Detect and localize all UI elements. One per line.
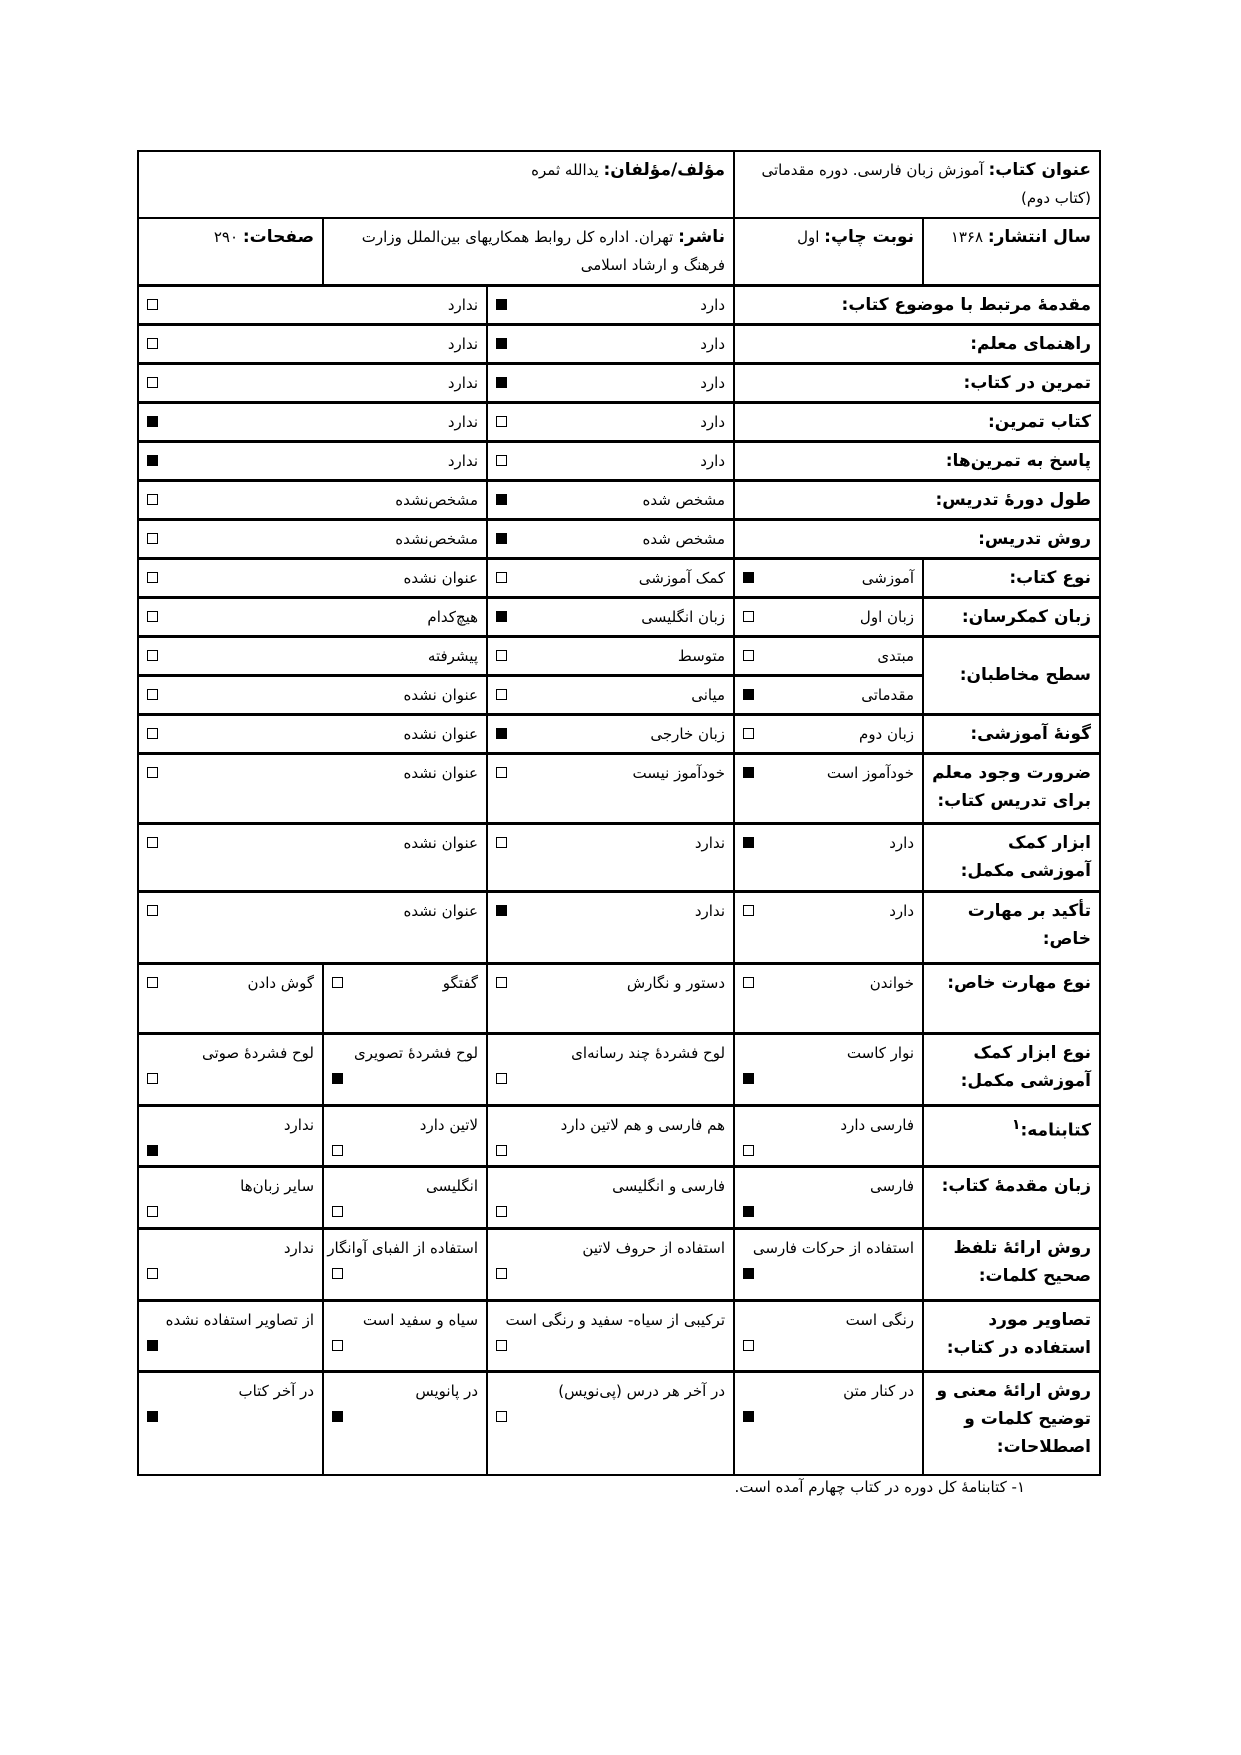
option (496, 564, 725, 592)
checkbox-checked[interactable] (147, 1340, 158, 1351)
row-label (923, 1300, 1100, 1371)
option-label: مشخص شده (642, 490, 726, 509)
option (496, 720, 725, 748)
form-row (138, 441, 1100, 480)
checkbox-unchecked[interactable] (496, 416, 507, 427)
form-row (138, 891, 1100, 963)
option-label: زبان انگلیسی (641, 607, 726, 626)
option-label: ندارد (447, 373, 479, 392)
option (147, 759, 478, 787)
checkbox-unchecked[interactable] (147, 1268, 158, 1279)
option-label: خودآموز است (826, 763, 915, 782)
option (147, 447, 478, 475)
option-label: استفاده از الفبای آوانگار (327, 1238, 479, 1257)
option (147, 525, 478, 553)
checkbox-unchecked[interactable] (147, 905, 158, 916)
form-row (138, 519, 1100, 558)
checkbox-unchecked[interactable] (496, 1073, 507, 1084)
checkbox-unchecked[interactable] (743, 611, 754, 622)
checkbox-checked[interactable] (147, 455, 158, 466)
option-label: ندارد (447, 412, 479, 431)
pages-cell (138, 218, 323, 285)
checkbox-checked[interactable] (743, 572, 754, 583)
option-label: خواندن (869, 973, 915, 992)
option-label: مشخص شده (642, 529, 726, 548)
option-label: مبتدی (877, 646, 915, 665)
publisher-label: ناشر: (678, 227, 726, 247)
option-label: لوح فشردهٔ تصویری (353, 1043, 479, 1062)
option (147, 897, 478, 925)
checkbox-checked[interactable] (332, 1411, 343, 1422)
row-label-text: نوع مهارت خاص: (947, 972, 1092, 993)
checkbox-checked[interactable] (743, 1268, 754, 1279)
row-label: تمرین در کتاب: (734, 363, 1100, 402)
form-row (138, 597, 1100, 636)
publisher-value: تهران. اداره کل روابط همکاریهای بین‌الملل وزارت فرهنگ و ارشاد اسلامی (361, 228, 726, 274)
option-label: گفتگو (442, 973, 479, 992)
pages-label: صفحات: (242, 227, 315, 247)
option-label: ندارد (447, 295, 479, 314)
row-label (923, 1166, 1100, 1228)
checkbox-unchecked[interactable] (743, 905, 754, 916)
checkbox-checked[interactable] (496, 611, 507, 622)
option-label: زبان دوم (859, 724, 915, 743)
checkbox-unchecked[interactable] (496, 767, 507, 778)
edition-value: اول (797, 228, 820, 246)
option-label: عنوان نشده (403, 833, 479, 852)
option (496, 330, 725, 358)
option-label: فارسی دارد (840, 1115, 915, 1134)
checkbox-checked[interactable] (496, 299, 507, 310)
option-label: زبان خارجی (650, 724, 726, 743)
option-label: استفاده از حروف لاتین (582, 1238, 726, 1257)
option (147, 829, 478, 857)
row-label: سطح مخاطبان: (923, 636, 1100, 714)
checkbox-unchecked[interactable] (496, 572, 507, 583)
row-label-text: روش ارائهٔ تلفظ صحیح کلمات: (953, 1237, 1092, 1286)
option-label: فارسی و انگلیسی (612, 1176, 726, 1195)
checkbox-checked[interactable] (743, 1206, 754, 1217)
option-label: از تصاویر استفاده نشده (165, 1310, 315, 1329)
checkbox-unchecked[interactable] (743, 650, 754, 661)
checkbox-checked[interactable] (332, 1073, 343, 1084)
option-label: ندارد (447, 334, 479, 353)
checkbox-unchecked[interactable] (147, 299, 158, 310)
option-label: دارد (889, 833, 915, 852)
option (147, 603, 478, 631)
checkbox-unchecked[interactable] (147, 572, 158, 583)
option-label: عنوان نشده (403, 568, 479, 587)
checkbox-checked[interactable] (496, 533, 507, 544)
checkbox-unchecked[interactable] (332, 1268, 343, 1279)
form-row (138, 963, 1100, 1033)
option-label: لاتین دارد (419, 1115, 479, 1134)
row-label: مقدمهٔ مرتبط با موضوع کتاب: (734, 285, 1100, 324)
checkbox-checked[interactable] (147, 416, 158, 427)
option-label: مقدماتی (861, 685, 915, 704)
option-label: ترکیبی از سیاه- سفید و رنگی است (505, 1310, 726, 1329)
checkbox-unchecked[interactable] (743, 977, 754, 988)
checkbox-unchecked[interactable] (147, 1206, 158, 1217)
option-label: لوح فشردهٔ صوتی (201, 1043, 315, 1062)
option (496, 829, 725, 857)
option (496, 291, 725, 319)
option-label: نوار کاست (846, 1043, 915, 1062)
option-label: میانی (691, 685, 726, 704)
option-label: لوح فشردهٔ چند رسانه‌ای (571, 1043, 726, 1062)
form-row (138, 285, 1100, 324)
option-label: زبان اول (859, 607, 915, 626)
checkbox-unchecked[interactable] (496, 689, 507, 700)
checkbox-unchecked[interactable] (147, 377, 158, 388)
row-label (923, 1105, 1100, 1166)
row-label (923, 1033, 1100, 1105)
option-label: متوسط (677, 646, 726, 665)
option-label: دارد (700, 295, 726, 314)
row-label: ابزار کمک آموزشی مکمل: (923, 823, 1100, 891)
book-evaluation-form (137, 150, 1099, 1476)
option-label: آموزشی (861, 568, 915, 587)
option-label: دارد (700, 451, 726, 470)
checkbox-unchecked[interactable] (743, 1145, 754, 1156)
checkbox-checked[interactable] (147, 1411, 158, 1422)
checkbox-unchecked[interactable] (496, 650, 507, 661)
checkbox-unchecked[interactable] (496, 455, 507, 466)
checkbox-checked[interactable] (743, 767, 754, 778)
checkbox-unchecked[interactable] (743, 1340, 754, 1351)
checkbox-unchecked[interactable] (496, 1411, 507, 1422)
option (496, 447, 725, 475)
checkbox-unchecked[interactable] (147, 1073, 158, 1084)
option-label: عنوان نشده (403, 763, 479, 782)
option (743, 897, 914, 925)
option (496, 969, 725, 997)
year-label: سال انتشار: (987, 227, 1092, 247)
option-label: مشخص‌نشده (395, 490, 479, 509)
row-label-text: زبان مقدمهٔ کتاب: (941, 1175, 1092, 1196)
row-label: کتاب تمرین: (734, 402, 1100, 441)
checkbox-checked[interactable] (147, 1145, 158, 1156)
form-row (138, 753, 1100, 823)
option (743, 829, 914, 857)
checkbox-unchecked[interactable] (496, 1145, 507, 1156)
option (743, 603, 914, 631)
title-label: عنوان کتاب: (988, 160, 1092, 180)
year-value: ۱۳۶۸ (950, 228, 984, 246)
option (147, 486, 478, 514)
checkbox-unchecked[interactable] (332, 1145, 343, 1156)
option-label: در آخر هر درس (پی‌نویس) (558, 1381, 726, 1400)
checkbox-checked[interactable] (496, 377, 507, 388)
option (147, 564, 478, 592)
option-label: سیاه و سفید است (362, 1310, 479, 1329)
pages-value: ۲۹۰ (213, 228, 239, 246)
option-label: در آخر کتاب (238, 1381, 315, 1400)
form-row (138, 1166, 1100, 1228)
option-label: هم فارسی و هم لاتین دارد (560, 1115, 726, 1134)
checkbox-checked[interactable] (743, 689, 754, 700)
checkbox-unchecked[interactable] (147, 611, 158, 622)
option-label: خودآموز نیست (632, 763, 726, 782)
checkbox-checked[interactable] (496, 494, 507, 505)
checkbox-unchecked[interactable] (332, 1206, 343, 1217)
checkbox-unchecked[interactable] (147, 977, 158, 988)
form-row (138, 1033, 1100, 1105)
option (743, 720, 914, 748)
option-label: عنوان نشده (403, 685, 479, 704)
option (496, 642, 725, 670)
checkbox-unchecked[interactable] (147, 767, 158, 778)
form-row (138, 1105, 1100, 1166)
checkbox-checked[interactable] (743, 837, 754, 848)
option-label: انگلیسی (426, 1176, 479, 1195)
row-label: زبان کمکرسان: (923, 597, 1100, 636)
row-label: پاسخ به تمرین‌ها: (734, 441, 1100, 480)
checkbox-unchecked[interactable] (743, 728, 754, 739)
option-label: هیچ‌کدام (427, 607, 479, 626)
option-label: ندارد (283, 1115, 315, 1134)
edition-cell (734, 218, 923, 285)
option-label: رنگی است (845, 1310, 915, 1329)
option (743, 759, 914, 787)
checkbox-checked[interactable] (496, 905, 507, 916)
option (496, 759, 725, 787)
checkbox-unchecked[interactable] (147, 837, 158, 848)
form-row (138, 363, 1100, 402)
option (743, 564, 914, 592)
checkbox-unchecked[interactable] (147, 338, 158, 349)
checkbox-unchecked[interactable] (147, 494, 158, 505)
form-row (138, 402, 1100, 441)
footnote: ۱- کتابنامهٔ کل دوره در کتاب چهارم آمده است. (734, 1478, 1025, 1496)
option (332, 969, 478, 997)
checkbox-unchecked[interactable] (496, 1206, 507, 1217)
option-label: دستور و نگارش (626, 973, 726, 992)
checkbox-unchecked[interactable] (147, 728, 158, 739)
form-row (138, 1371, 1100, 1475)
checkbox-unchecked[interactable] (332, 1340, 343, 1351)
option-label: استفاده از حرکات فارسی (752, 1238, 915, 1257)
option (496, 897, 725, 925)
form-row (138, 1228, 1100, 1300)
option (496, 525, 725, 553)
author-label: مؤلف/مؤلفان: (603, 160, 726, 180)
row-label: روش تدریس: (734, 519, 1100, 558)
option-label: در پانویس (415, 1381, 479, 1400)
form-row (138, 1300, 1100, 1371)
option-label: ندارد (283, 1238, 315, 1257)
option-label: ندارد (694, 901, 726, 920)
option-label: عنوان نشده (403, 901, 479, 920)
checkbox-checked[interactable] (496, 338, 507, 349)
option-label: مشخص‌نشده (395, 529, 479, 548)
option-label: دارد (700, 334, 726, 353)
checkbox-unchecked[interactable] (496, 1340, 507, 1351)
checkbox-unchecked[interactable] (147, 689, 158, 700)
form-row (138, 324, 1100, 363)
option (147, 369, 478, 397)
checkbox-unchecked[interactable] (332, 977, 343, 988)
title-value: آموزش زبان فارسی. دوره مقدماتی (کتاب دوم) (761, 161, 1092, 207)
checkbox-unchecked[interactable] (496, 1268, 507, 1279)
option-label: فارسی (869, 1176, 915, 1195)
form-row (138, 480, 1100, 519)
row-label-text: کتابنامه: (1020, 1120, 1092, 1141)
row-label: راهنمای معلم: (734, 324, 1100, 363)
option (147, 969, 314, 997)
year-cell (923, 218, 1100, 285)
option (147, 291, 478, 319)
checkbox-checked[interactable] (743, 1411, 754, 1422)
form-table (137, 150, 1101, 1476)
option-label: دارد (700, 412, 726, 431)
option (147, 642, 478, 670)
option-label: کمک آموزشی (638, 568, 726, 587)
form-row (138, 823, 1100, 891)
option-label: سایر زبان‌ها (240, 1176, 315, 1195)
option (496, 369, 725, 397)
option-label: ندارد (694, 833, 726, 852)
row-label (923, 963, 1100, 1033)
option-label: دارد (889, 901, 915, 920)
row-label-text: نوع ابزار کمک آموزشی مکمل: (960, 1042, 1092, 1091)
option-label: دارد (700, 373, 726, 392)
option-label: عنوان نشده (403, 724, 479, 743)
option (743, 681, 914, 709)
checkbox-unchecked[interactable] (496, 977, 507, 988)
checkbox-checked[interactable] (496, 728, 507, 739)
edition-label: نوبت چاپ: (824, 227, 915, 247)
option-label: ندارد (447, 451, 479, 470)
checkbox-unchecked[interactable] (147, 533, 158, 544)
author-value: یدالله ثمره (531, 161, 599, 179)
option (496, 486, 725, 514)
checkbox-checked[interactable] (743, 1073, 754, 1084)
checkbox-unchecked[interactable] (147, 650, 158, 661)
option (743, 969, 914, 997)
row-label: طول دورهٔ تدریس: (734, 480, 1100, 519)
form-row (138, 714, 1100, 753)
title-cell (734, 151, 1100, 218)
row-label: ضرورت وجود معلم برای تدریس کتاب: (923, 753, 1100, 823)
row-label-text: تصاویر مورد استفاده در کتاب: (946, 1309, 1092, 1358)
row-label: تأکید بر مهارت خاص: (923, 891, 1100, 963)
option (496, 408, 725, 436)
option (147, 681, 478, 709)
form-row (138, 558, 1100, 597)
footnote-marker[interactable]: ۱ (1011, 1116, 1021, 1133)
row-label (923, 1371, 1100, 1475)
option-label: گوش دادن (247, 973, 315, 992)
publisher-cell (323, 218, 734, 285)
row-label: گونهٔ آموزشی: (923, 714, 1100, 753)
row-label (923, 1228, 1100, 1300)
option (496, 603, 725, 631)
option-label: پیشرفته (427, 646, 479, 665)
option-label: در کنار متن (843, 1381, 915, 1400)
checkbox-unchecked[interactable] (496, 837, 507, 848)
author-cell (138, 151, 734, 218)
option (147, 720, 478, 748)
option (743, 642, 914, 670)
row-label-text: روش ارائهٔ معنی و توضیح کلمات و اصطلاحات: (936, 1380, 1092, 1457)
option (147, 408, 478, 436)
row-label: نوع کتاب: (923, 558, 1100, 597)
option (147, 330, 478, 358)
option (496, 681, 725, 709)
